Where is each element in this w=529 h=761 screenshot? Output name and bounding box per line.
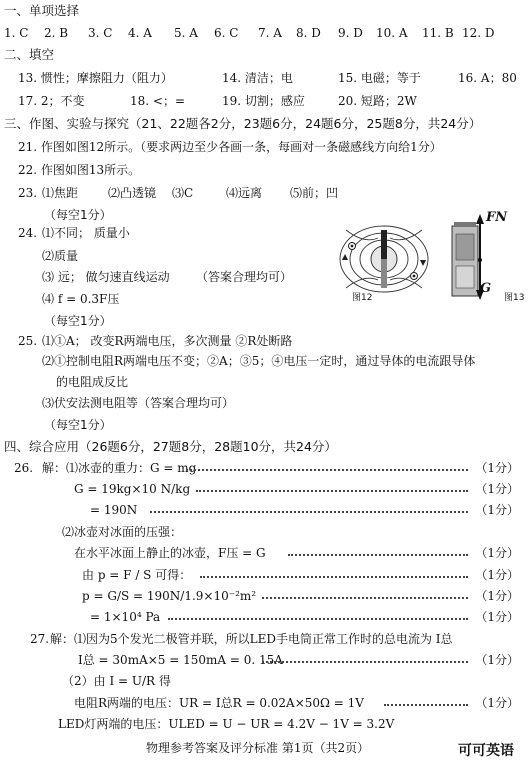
answer-26-line-5: 在水平冰面上静止的冰壶，F压 = G <box>74 546 266 560</box>
answer-27-line-3: （2）由 I = U/R 得 <box>62 674 171 688</box>
mc-answer-3: 3. C <box>88 26 113 40</box>
figure-12-magnetic-field <box>334 216 434 302</box>
answer-27-line-4-score: （1分） <box>0 694 529 712</box>
mc-answer-12: 12. D <box>462 26 495 40</box>
fill-answer-14: 14. 清洁；电 <box>222 71 293 85</box>
mc-answer-4: 4. A <box>128 26 152 40</box>
section-heading-experiments: 三、作图、实验与探究（21、22题各2分，23题6分，24题6分，25题8分，共24分） <box>4 116 482 131</box>
answer-25-line-3: 的电阻成反比 <box>56 375 129 389</box>
section-heading-applications: 四、综合应用（26题6分，27题8分，28题10分，共24分） <box>4 439 337 454</box>
answer-23-item-5: ⑸前；凹 <box>290 186 339 200</box>
fill-answer-16: 16. A；80 <box>458 71 517 85</box>
answer-26-line-7: p = G/S = 190N/1.9×10⁻²m² <box>82 589 257 603</box>
answer-26-line-7-score: （1分） <box>0 587 529 605</box>
answer-24-line-3: ⑶ 远； 做匀速直线运动 <box>42 270 170 284</box>
figure-13-normal-force-label: FN <box>486 210 508 225</box>
brand-watermark: 可可英语 <box>458 743 514 759</box>
answer-26-line-1-score: （1分） <box>0 459 529 477</box>
figure-13-force-diagram <box>446 212 512 302</box>
fill-answer-18: 18. <；= <box>130 94 186 108</box>
answer-27-number: 27. <box>30 632 50 646</box>
answer-22: 22. 作图如图13所示。 <box>18 163 141 177</box>
answer-26-line-8: = 1×10⁴ Pa <box>90 610 161 624</box>
answer-24-line-2: ⑵质量 <box>42 249 79 263</box>
answer-26-line-6-score: （1分） <box>0 566 529 584</box>
answer-26-line-2-score: （1分） <box>0 480 529 498</box>
mc-answer-7: 7. A <box>258 26 282 40</box>
mc-answer-2: 2. B <box>44 26 69 40</box>
answer-25-note: （每空1分） <box>44 418 112 432</box>
answer-25-number: 25. <box>18 334 38 348</box>
answer-26-line-4: ⑵冰壶对冰面的压强： <box>62 525 183 539</box>
answer-26-line-3: = 190N <box>90 503 138 517</box>
answer-27-line-2-score: （1分） <box>0 651 529 669</box>
fill-answer-13: 13. 惯性；摩擦阻力（阻力） <box>18 71 173 85</box>
mc-answer-9: 9. D <box>338 26 363 40</box>
answer-24-line-3-note: （答案合理均可） <box>196 270 293 284</box>
figure-12-caption: 图12 <box>352 293 373 303</box>
figure-13-gravity-label: G <box>480 281 492 296</box>
answer-26-line-1: 解：⑴冰壶的重力：G = mg <box>42 461 197 475</box>
answer-24-line-4: ⑷ f = 0.3F压 <box>42 292 120 306</box>
mc-answer-1: 1. C <box>4 26 29 40</box>
fill-answer-17: 17. 2；不变 <box>18 94 85 108</box>
fill-answer-19: 19. 切割；感应 <box>222 94 305 108</box>
section-heading-fill-in: 二、填空 <box>4 47 55 62</box>
fill-answer-15: 15. 电磁；等于 <box>338 71 421 85</box>
answer-27-line-5: LED灯两端的电压：ULED = U − UR = 4.2V − 1V = 3.2V <box>58 717 395 731</box>
answer-26-line-6: 由 p = F / S 可得： <box>82 568 192 582</box>
answer-23-note: （每空1分） <box>44 208 112 222</box>
mc-answer-8: 8. D <box>296 26 321 40</box>
page-footer: 物理参考答案及评分标准 第1页（共2页） <box>146 741 370 755</box>
answer-27-line-2: I总 = 30mA×5 = 150mA = 0. 15A <box>78 653 283 667</box>
answer-26-line-2: G = 19kg×10 N/kg <box>74 482 191 496</box>
mc-answer-11: 11. B <box>422 26 454 40</box>
answer-23-item-3: ⑶C <box>172 186 194 200</box>
answer-26-line-3-score: （1分） <box>0 501 529 519</box>
figure-13-caption: 图13 <box>504 293 525 303</box>
fill-answer-20: 20. 短路；2W <box>338 94 417 108</box>
section-heading-multiple-choice: 一、单项选择 <box>4 3 80 18</box>
answer-25-line-4: ⑶伏安法测电阻等（答案合理均可） <box>42 396 235 410</box>
answer-27-line-4: 电阻R两端的电压：UR = I总R = 0.02A×50Ω = 1V <box>74 696 364 710</box>
answer-24-note: （每空1分） <box>44 314 112 328</box>
answer-23-number: 23. <box>18 186 38 200</box>
answer-24-number: 24. <box>18 226 38 240</box>
answer-26-line-5-score: （1分） <box>0 544 529 562</box>
answer-23-item-1: ⑴焦距 <box>42 186 79 200</box>
answer-26-line-8-score: （1分） <box>0 608 529 626</box>
answer-25-line-1: ⑴①A； 改变R两端电压，多次测量 ②R处断路 <box>42 334 293 348</box>
answer-26-number: 26. <box>14 461 34 475</box>
answer-21: 21. 作图如图12所示。（要求两边至少各画一条，每画对一条磁感线方向给1分） <box>18 140 442 154</box>
answer-23-item-4: ⑷远离 <box>226 186 263 200</box>
mc-answer-6: 6. C <box>214 26 239 40</box>
answer-25-line-2: ⑵①控制电阻R两端电压不变；②A；③5；④电压一定时，通过导体的电流跟导体 <box>42 354 476 368</box>
answer-24-line-1: ⑴不同； 质量小 <box>42 226 130 240</box>
answer-23-item-2: ⑵凸透镜 <box>108 186 157 200</box>
answer-27-line-1: 解：⑴因为5个发光二极管并联，所以LED手电筒正常工作时的总电流为 I总 <box>50 632 453 646</box>
mc-answer-10: 10. A <box>376 26 408 40</box>
mc-answer-5: 5. A <box>174 26 198 40</box>
